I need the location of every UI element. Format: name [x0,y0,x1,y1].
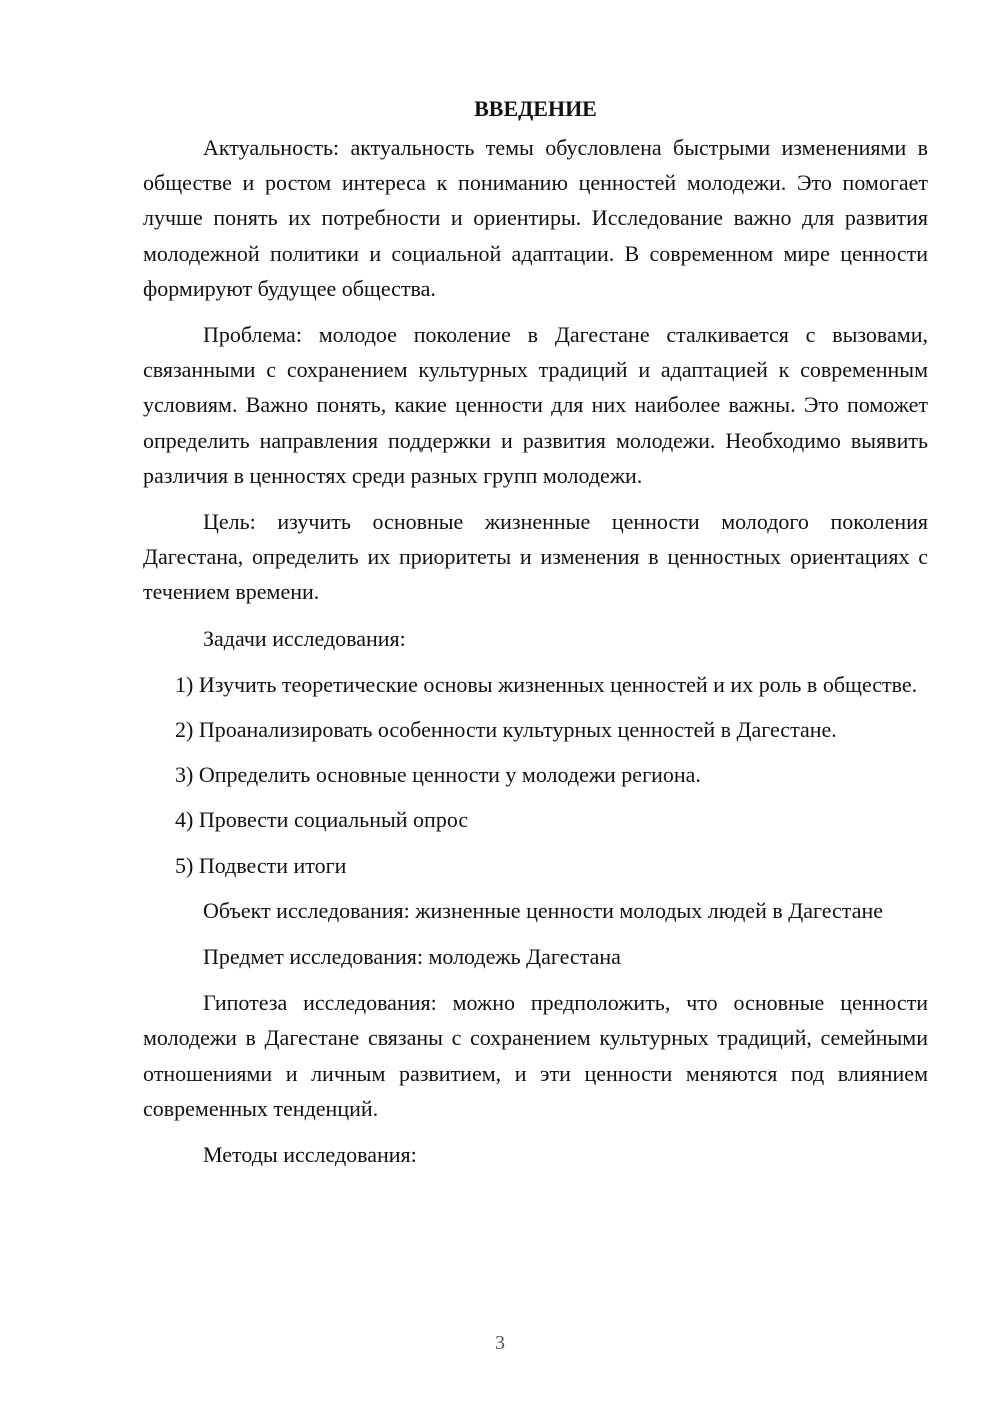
paragraph-hypothesis: Гипотеза исследования: можно предположить, что основные ценности молодежи в Дагестане связаны с сохранением культурных традиций, семейными отношениями и личным развитием, и эти ценности меняются под влиянием современных тенденций. [143,990,928,1121]
tasks-list [143,667,928,883]
methods-heading: Методы исследования: [203,1142,417,1168]
paragraph-subject: Предмет исследования: молодежь Дагестана [203,944,621,970]
paragraph-goal: Цель: изучить основные жизненные ценности молодого поколения Дагестана, определить их приоритеты и изменения в ценностных ориентациях с течением времени. [143,509,928,605]
paragraph-problem: Проблема: молодое поколение в Дагестане сталкивается с вызовами, связанными с сохранением культурных традиций и адаптацией к современным условиям. Важно понять, какие ценности для них наиболее важны. Это поможет определить направления поддержки и развития молодежи. Необходимо выявить различия в ценностях среди разных групп молодежи. [143,322,928,488]
task-item: 3) Определить основные ценности у молодежи региона. [175,762,701,788]
task-item: 2) Проанализировать особенности культурных ценностей в Дагестане. [175,717,837,743]
document-page [143,92,928,1183]
paragraph-relevance: Актуальность: актуальность темы обусловлена быстрыми изменениями в обществе и ростом интереса к пониманию ценностей молодежи. Это помогает лучше понять их потребности и ориентиры. Исследование важно для развития молодежной политики и социальной адаптации. В современном мире ценности формируют будущее общества. [143,135,928,301]
paragraph-object: Объект исследования: жизненные ценности молодых людей в Дагестане [203,897,883,923]
task-item: 4) Провести социальный опрос [175,807,469,833]
page-title: ВВЕДЕНИЕ [474,96,597,121]
tasks-heading: Задачи исследования: [203,625,406,651]
task-item: 1) Изучить теоретические основы жизненных ценностей и их роль в обществе. [175,671,918,697]
page-number: 3 [495,1332,505,1354]
task-item: 5) Подвести итоги [175,852,347,878]
